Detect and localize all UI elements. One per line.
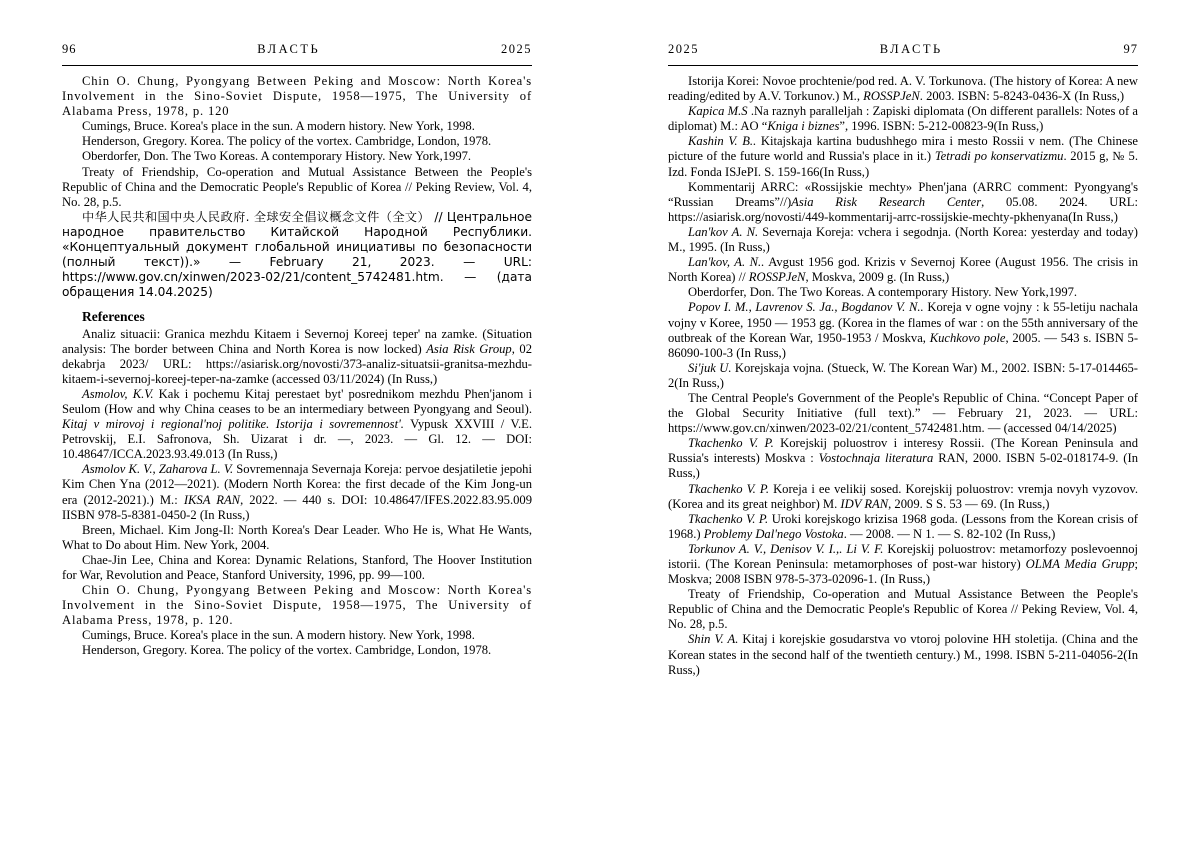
reference-item: Chin O. Chung, Pyongyang Between Peking and Moscow: North Korea's Involvement in the Sino-Soviet Dispute, 1958—1975, The University of Alabama Press, 1978, p. 120. [62,583,532,628]
reference-item: Kommentarij ARRC: «Rossijskie mechty» Phen'jana (ARRC comment: Pyongyang's “Russian Dreams”//)Asia Risk Research Center, 05.08. 2024. URL: https://asiarisk.org/novosti/449-kommentarij-arrc-rossijskie-mechty-pkhenyana(In Russ,) [668,179,1138,224]
reference-item: Chae-Jin Lee, China and Korea: Dynamic Relations, Stanford, The Hoover Institution for War, Revolution and Peace, Stanford University, 1996, pp. 99—100. [62,552,532,582]
reference-item: Istorija Korei: Novoe prochtenie/pod red. A. V. Torkunova. (The history of Korea: A new reading/edited by A.V. Torkunov.) M., ROSSPJeN. 2003. ISBN: 5-8243-0436-X (In Russ,) [668,74,1138,104]
reference-item: Oberdorfer, Don. The Two Koreas. A contemporary History. New York,1997. [82,149,472,164]
reference-item: Si'juk U. Korejskaja vojna. (Stueck, W. The Korean War) M., 2002. ISBN: 5-17-014465-2(In Russ,) [668,360,1138,390]
left-journal-title: ВЛАСТЬ [257,42,321,56]
reference-item: Tkachenko V. P. Uroki korejskogo krizisa 1968 goda. (Lessons from the Korean crisis of 1968.) Problemy Dal'nego Vostoka. — 2008. — N 1. — S. 82-102 (In Russ,) [668,511,1138,541]
reference-item: Asmolov, K.V. Kak i pochemu Kitaj perestaet byt' posrednikom mezhdu Phen'janom i Seulom (How and why China ceases to be an intermediary between Pyongyang and Seoul). Kitaj v mirovoj i regional'noj politike. Istorija i sovremennost'. Vypusk XXVIII / V.E. Petrovskij, E.I. Safronova, Sh. Uizarat i dr. —, 2023. — Gl. 12. — DOI: 10.48647/ICCA.2023.93.49.013 (In Russ,) [62,386,532,462]
reference-item: Kashin V. B.. Kitajskaja kartina budushhego mira i mesto Rossii v nem. (The Chinese picture of the future world and Russia's place in it.) Tetradi po konservatizmu. 2015 g, № 5. Izd. Fonda ISJePI. S. 159-166(In Russ,) [668,134,1138,179]
reference-item: Tkachenko V. P. Korejskij poluostrov i interesy Rossii. (The Korean Peninsula and Russia's interests) Moskva : Vostochnaja literatura RAN, 2000. ISBN 5-02-018174-9. (In Russ,) [668,436,1138,481]
right-page-column [668,42,1138,678]
reference-item: Breen, Michael. Kim Jong-Il: North Korea's Dear Leader. Who He is, What He Wants, What to Do about Him. New York, 2004. [62,522,532,552]
left-year: 2025 [501,42,532,56]
reference-item: The Central People's Government of the People's Republic of China. “Concept Paper of the Global Security Initiative (full text).” — February 21, 2023. — URL: https://www.gov.cn/xinwen/2023-02/21/content_5742481.htm. — (accessed 04/14/2025) [668,390,1138,436]
reference-item: Tkachenko V. P. Koreja i ee velikij sosed. Korejskij poluostrov: vremja novyh vyzovov. (Korea and its great neighbor) M. IDV RAN, 2009. S S. 53 — 69. (In Russ,) [668,481,1138,511]
right-year: 2025 [668,42,699,56]
reference-item: Henderson, Gregory. Korea. The policy of the vortex. Cambridge, London, 1978. [82,643,492,658]
reference-item: Analiz situacii: Granica mezhdu Kitaem i Severnoj Koreej teper' na zamke. (Situation analysis: The border between China and North Korea is now locked) Asia Risk Group, 02 dekabrja 2023/ URL: https://asiarisk.org/novosti/373-analiz-situatsii-granitsa-mezhdu-kitaem-i-severnoj-koreej-teper-na-zamke (accessed 03/11/2024) (In Russ,) [62,326,532,386]
reference-item: Popov I. M., Lavrenov S. Ja., Bogdanov V. N.. Koreja v ogne vojny : k 55-letiju nachala vojny v Koree, 1950 — 1953 gg. (Korea in the flames of war : on the 55th anniversary of the outbreak of the Korean War, 1950-1953 / Moskva, Kuchkovo pole, 2005. — 543 s. ISBN 5-86090-100-3 (In Russ,) [668,300,1139,360]
reference-item: Lan'kov A. N. Severnaja Koreja: vchera i segodnja. (North Korea: yesterday and today) M., 1995. (In Russ,) [668,224,1138,255]
reference-item: Chin O. Chung, Pyongyang Between Peking and Moscow: North Korea's Involvement in the Sino-Soviet Dispute, 1958—1975, The University of Alabama Press, 1978, p. 120 [62,74,532,119]
left-body [62,74,532,659]
reference-item: Treaty of Friendship, Co-operation and Mutual Assistance Between the People's Republic of China and the Democratic People's Republic of Korea // Peking Review, Vol. 4, No. 28, p.5. [62,164,532,209]
left-running-head [62,42,532,62]
right-running-head [668,42,1138,62]
reference-item: Lan'kov, A. N.. Avgust 1956 god. Krizis v Severnoj Koree (August 1956. The crisis in North Korea) // ROSSPJeN, Moskva, 2009 g. (In Russ,) [668,255,1138,285]
left-page-number: 96 [62,42,77,56]
left-page-column [62,42,532,659]
right-header-rule [668,65,1138,66]
reference-item: Kapica M.S .Na raznyh paralleljah : Zapiski diplomata (On different parallels: Notes of a diplomat) M.: AO “Kniga i biznes”, 1996. ISBN: 5-212-00823-9(In Russ,) [668,104,1138,134]
reference-item: Henderson, Gregory. Korea. The policy of the vortex. Cambridge, London, 1978. [82,134,492,149]
reference-item: Oberdorfer, Don. The Two Koreas. A contemporary History. New York,1997. [688,285,1078,300]
right-page-number: 97 [1123,42,1138,56]
reference-item: Torkunov A. V., Denisov V. I.,. Li V. F. Korejskij poluostrov: metamorfozy poslevoennoj istorii. (The Korean Peninsula: metamorphoses of post-war history) OLMA Media Grupp; Moskva; 2008 ISBN 978-5-373-02096-1. (In Russ,) [668,541,1138,587]
reference-item: Asmolov K. V., Zaharova L. V. Sovremennaja Severnaja Koreja: pervoe desjatiletie jepohi Kim Chen Yna (2012—2021). (Modern North Korea: the first decade of the Kim Jong-un era (2012-2021).) M.: IKSA RAN, 2022. — 440 s. DOI: 10.48647/IFES.2022.83.95.009 IISBN 978-5-8381-0450-2 (In Russ,) [62,462,533,522]
section-heading-references: References [82,309,145,325]
left-header-rule [62,65,532,66]
reference-item: Cumings, Bruce. Korea's place in the sun. A modern history. New York, 1998. [82,119,475,134]
reference-item-chinese: 中华人民共和国中央人民政府. 全球安全倡议概念文件（全文） // Центральное народное правительство Китайской Народной Республики. «Концептуальный документ глобальной инициативы по безопасности (полный текст)).» — February 21, 2023. — URL: https://www.gov.cn/xinwen/2023-02/21/content_5742481.htm. — (дата обращения 14.04.2025) [62,209,532,300]
reference-item: Cumings, Bruce. Korea's place in the sun. A modern history. New York, 1998. [82,628,475,643]
right-body [668,74,1138,678]
right-journal-title: ВЛАСТЬ [879,42,943,56]
reference-item: Treaty of Friendship, Co-operation and Mutual Assistance Between the People's Republic of China and the Democratic People's Republic of Korea // Peking Review, Vol. 4, No. 28, p.5. [668,587,1138,632]
reference-item: Shin V. A. Kitaj i korejskie gosudarstva vo vtoroj polovine HH stoletija. (China and the Korean states in the second half of the twentieth century.) M., 1998. ISBN 5-211-04056-2(In Russ,) [668,632,1138,677]
